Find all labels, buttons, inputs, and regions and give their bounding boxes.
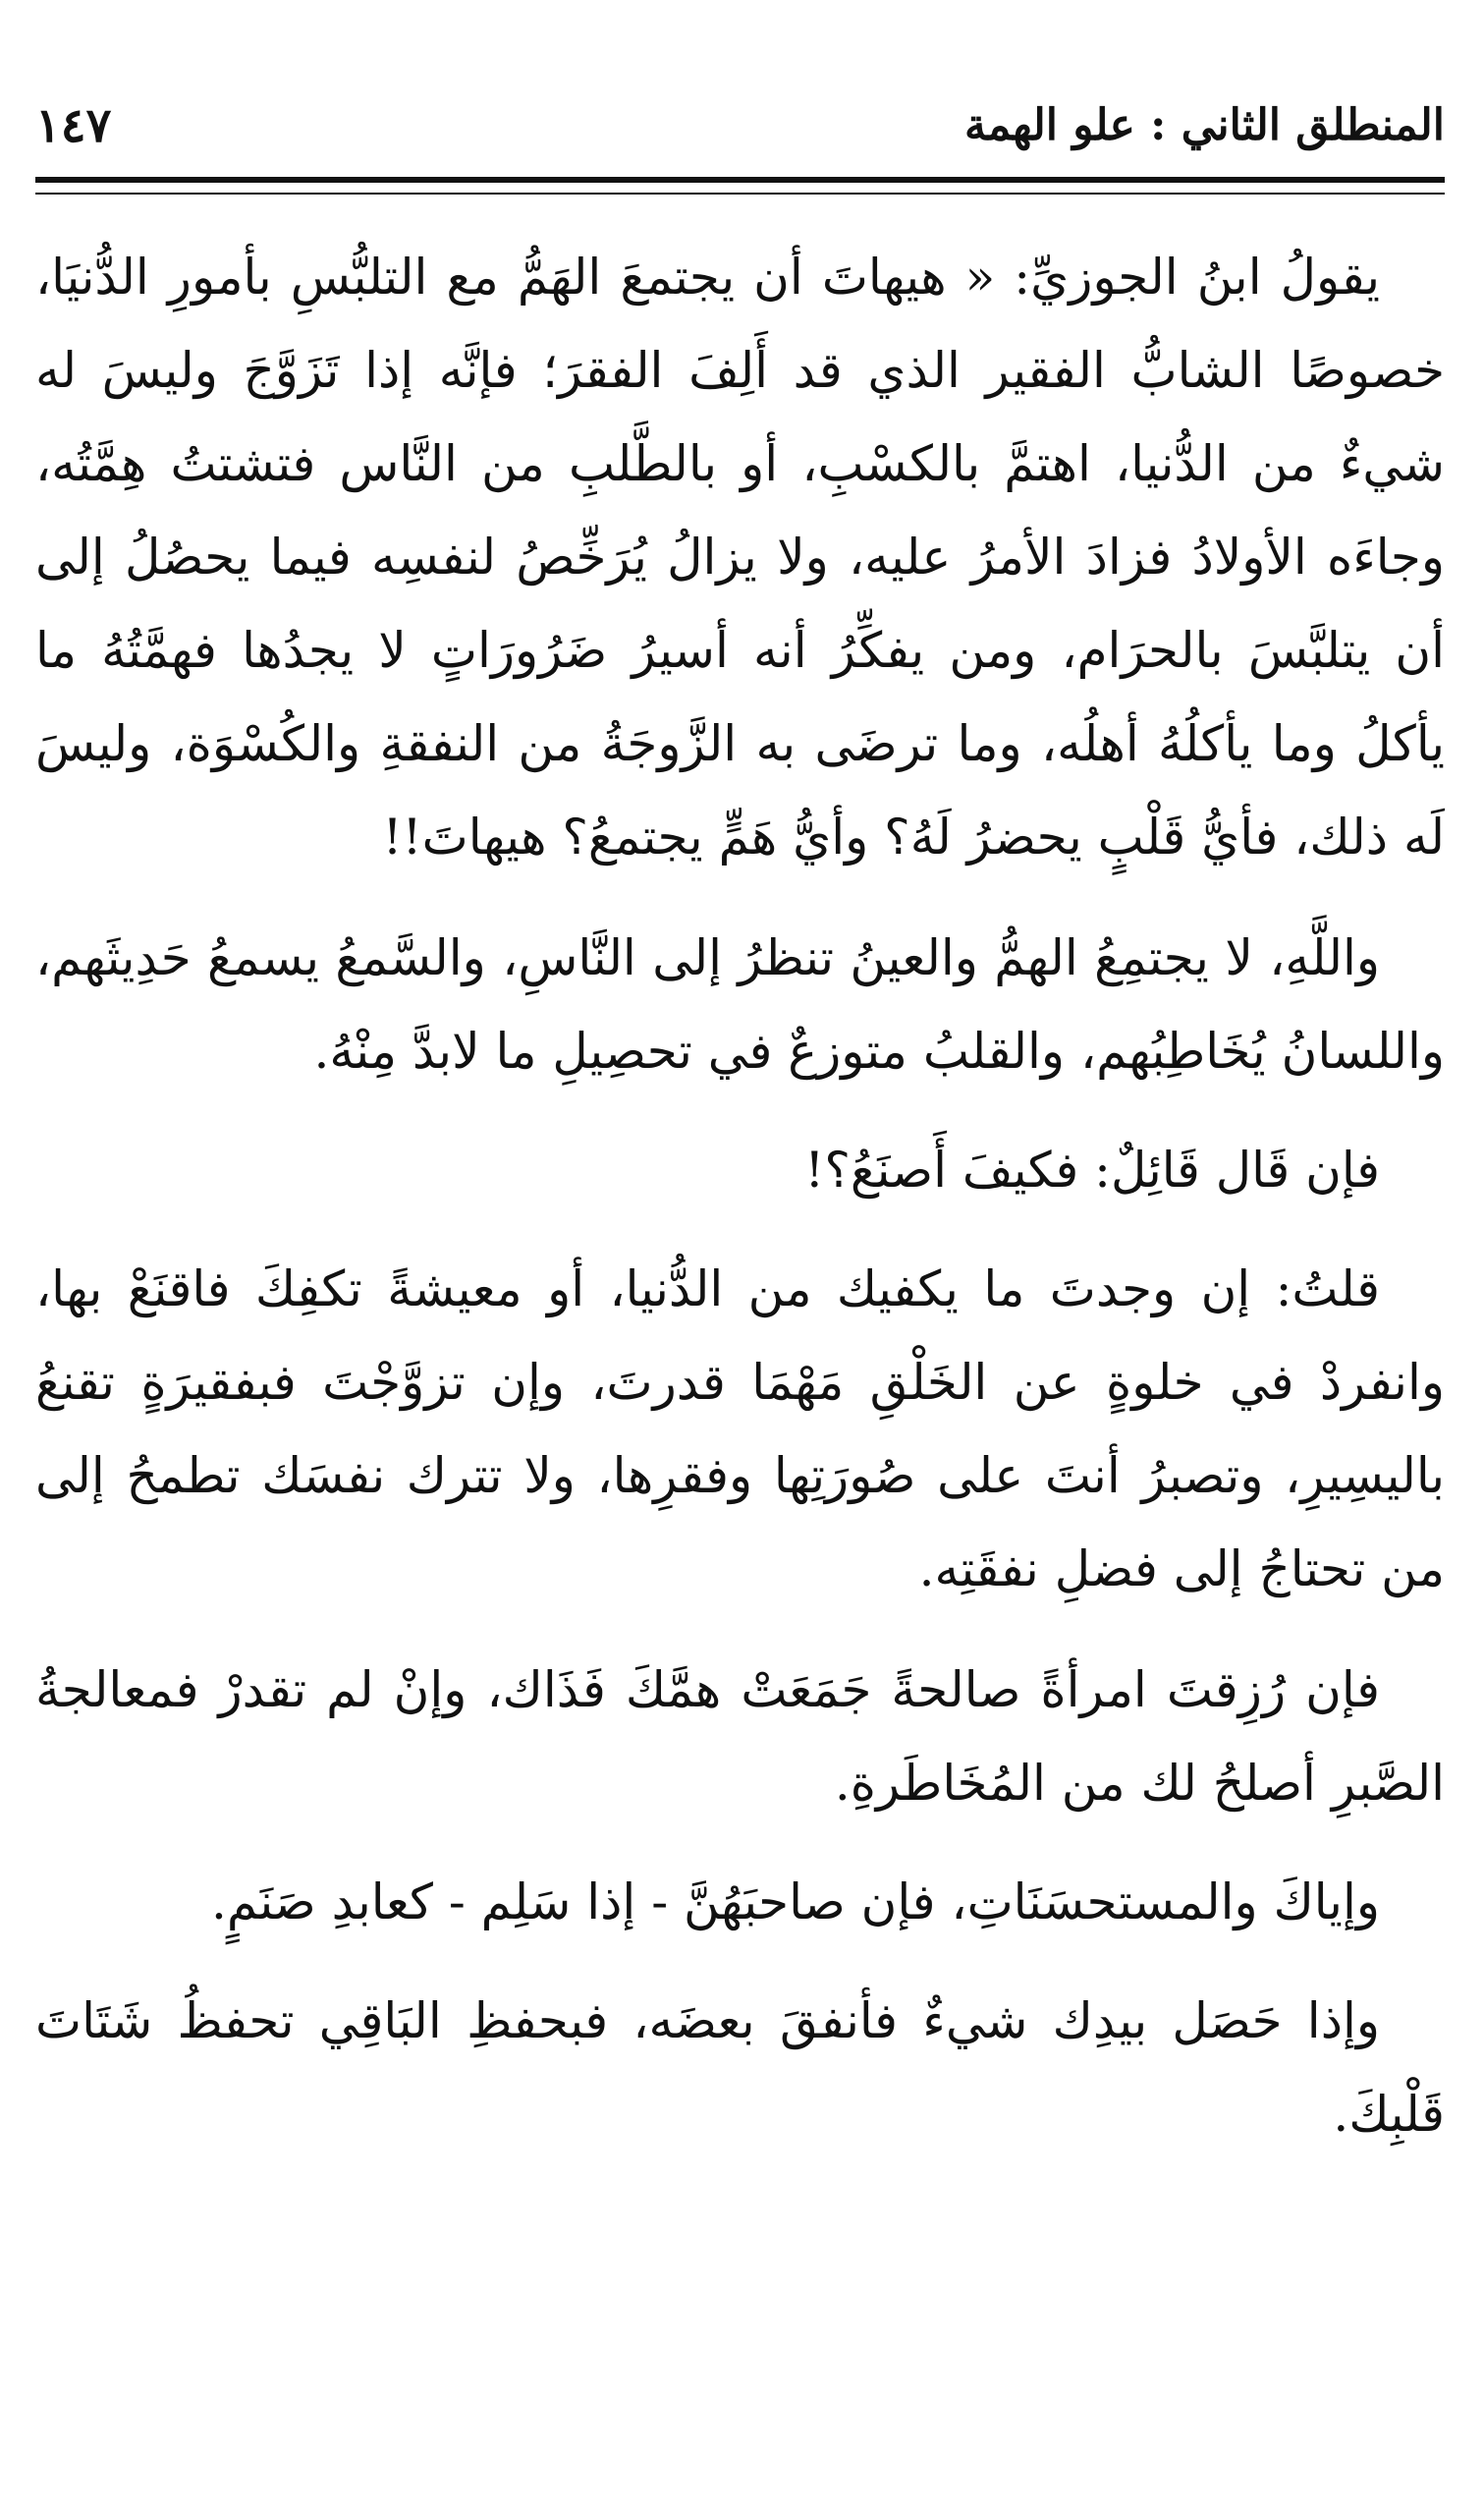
paragraph-question: فإن قَال قَائِلٌ: فكيفَ أَصنَعُ؟! [804,1142,1380,1199]
page-header [35,86,1445,165]
body-text [35,231,1445,2187]
header-rule-thin [35,193,1445,195]
running-title: المنطلق الثاني : علو الهمة [964,100,1445,150]
paragraph-by-god: واللَّهِ، لا يجتمِعُ الهمُّ والعينُ تنظرُ إلى النَّاسِ، والسَّمعُ يسمعُ حَدِيثَهم، واللسانُ يُخَاطِبُهم، والقلبُ متوزعٌ في تحصِيلِ ما لابدَّ مِنْهُ. [35,929,1445,1080]
header-rule-thick [35,177,1445,183]
paragraph-righteous-wife: فإن رُزِقتَ امرأةً صالحةً جَمَعَتْ همَّكَ فَذَاك، وإنْ لم تقدرْ فمعالجةُ الصَّبرِ أصلحُ لك من المُخَاطَرةِ. [35,1661,1445,1812]
paragraph-ibn-jawzi-quote: يقولُ ابنُ الجوزيِّ: « هيهاتَ أن يجتمعَ الهَمُّ مع التلبُّسِ بأمورِ الدُّنيَا، خصوصًا الشابُّ الفقير الذي قد أَلِفَ الفقرَ؛ فإنَّه إذا تَزَوَّجَ وليسَ له شيءٌ من الدُّنيا، اهتمَّ بالكسْبِ، أو بالطَّلبِ من النَّاس فتشتتُ هِمَّتُه، وجاءَه الأولادُ فزادَ الأمرُ عليه، ولا يزالُ يُرَخِّصُ لنفسِه فيما يحصُلُ إلى أن يتلبَّسَ بالحرَام، ومن يفكِّرُ أنه أسيرُ ضَرُورَاتٍ لا يجدُها فهمَّتُهُ ما يأكلُ وما يأكلُهُ أهلُه، وما ترضَى به الزَّوجَةُ من النفقةِ والكُسْوَة، وليسَ لَه ذلك، فأيُّ قَلْبٍ يحضرُ لَهُ؟ وأيُّ هَمٍّ يجتمعُ؟ هيهاتَ!! [35,249,1445,866]
paragraph-beware: وإياكَ والمستحسَنَاتِ، فإن صاحبَهُنَّ - إذا سَلِم - كعابدِ صَنَمٍ. [211,1873,1380,1930]
paragraph-spend: وإذا حَصَل بيدِك شيءٌ فأنفقَ بعضَه، فبحفظِ البَاقِي تحفظُ شَتَاتَ قَلْبِكَ. [35,1992,1445,2143]
page-number: ١٤٧ [35,98,112,153]
paragraph-answer: قلتُ: إن وجدتَ ما يكفيك من الدُّنيا، أو معيشةً تكفِكَ فاقنَعْ بها، وانفردْ في خلوةٍ عن الخَلْقِ مَهْمَا قدرتَ، وإن تزوَّجْتَ فبفقيرَةٍ تقنعُ باليسِيرِ، وتصبرُ أنتَ على صُورَتِها وفقرِها، ولا تترك نفسَك تطمحُ إلى من تحتاجُ إلى فضلِ نفقَتِه. [35,1260,1445,1597]
